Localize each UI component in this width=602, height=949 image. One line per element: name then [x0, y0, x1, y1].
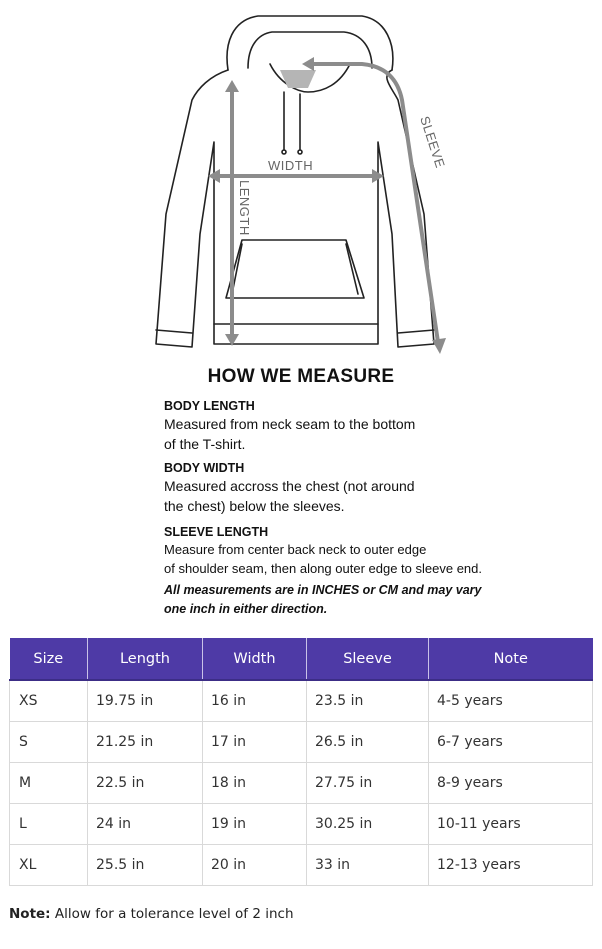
table-row [10, 680, 593, 722]
cell-note: 6-7 years [429, 722, 593, 763]
cell-sleeve: 27.75 in [307, 763, 429, 804]
cell-length: 25.5 in [88, 845, 203, 886]
cell-length: 24 in [88, 804, 203, 845]
cell-width: 16 in [203, 680, 307, 722]
note-label: Note: [9, 906, 51, 922]
cell-note: 4-5 years [429, 680, 593, 722]
cell-note: 10-11 years [429, 804, 593, 845]
how-we-measure-heading: HOW WE MEASURE [207, 366, 395, 387]
measurement-disclaimer [164, 581, 584, 619]
sleeve-length-section [164, 525, 584, 578]
cell-length: 22.5 in [88, 763, 203, 804]
section-heading: BODY WIDTH [164, 461, 245, 475]
cell-width: 19 in [203, 804, 307, 845]
body-outline [156, 70, 434, 347]
body-length-section [164, 399, 584, 454]
section-line: the chest) below the sleeves. [164, 498, 345, 514]
tolerance-note [9, 906, 294, 922]
cell-note: 12-13 years [429, 845, 593, 886]
cell-sleeve: 30.25 in [307, 804, 429, 845]
column-header-size: Size [10, 638, 88, 680]
sleeve-label: SLEEVE [417, 114, 448, 170]
cell-size: S [10, 722, 88, 763]
cell-size: L [10, 804, 88, 845]
column-header-width: Width [203, 638, 307, 680]
section-line: of shoulder seam, then along outer edge to sleeve end. [164, 561, 482, 576]
column-header-note: Note [429, 638, 593, 680]
cell-width: 20 in [203, 845, 307, 886]
body-width-section [164, 461, 584, 516]
table-row [10, 722, 593, 763]
section-line: Measured from neck seam to the bottom [164, 416, 416, 432]
section-heading: SLEEVE LENGTH [164, 525, 269, 539]
cell-length: 21.25 in [88, 722, 203, 763]
cell-sleeve: 23.5 in [307, 680, 429, 722]
column-header-length: Length [88, 638, 203, 680]
section-line: of the T-shirt. [164, 436, 246, 452]
cell-sleeve: 33 in [307, 845, 429, 886]
section-heading: BODY LENGTH [164, 399, 255, 413]
table-row [10, 804, 593, 845]
cell-sleeve: 26.5 in [307, 722, 429, 763]
cell-width: 18 in [203, 763, 307, 804]
cell-note: 8-9 years [429, 763, 593, 804]
size-chart-table [9, 638, 593, 886]
cell-size: XS [10, 680, 88, 722]
width-label: WIDTH [268, 158, 314, 173]
hoodie-measurement-diagram [140, 4, 470, 366]
table-row [10, 845, 593, 886]
cell-length: 19.75 in [88, 680, 203, 722]
pouch-pocket [226, 240, 364, 298]
cell-width: 17 in [203, 722, 307, 763]
section-line: Measured accross the chest (not around [164, 478, 415, 494]
note-text: Allow for a tolerance level of 2 inch [50, 906, 294, 922]
column-header-sleeve: Sleeve [307, 638, 429, 680]
cell-size: M [10, 763, 88, 804]
section-line: Measure from center back neck to outer edge [164, 542, 427, 557]
length-label: LENGTH [237, 180, 252, 236]
table-header-row [10, 638, 593, 680]
disclaimer-line: All measurements are in INCHES or CM and may vary [164, 583, 482, 597]
table-row [10, 763, 593, 804]
cell-size: XL [10, 845, 88, 886]
disclaimer-line: one inch in either direction. [164, 602, 328, 616]
